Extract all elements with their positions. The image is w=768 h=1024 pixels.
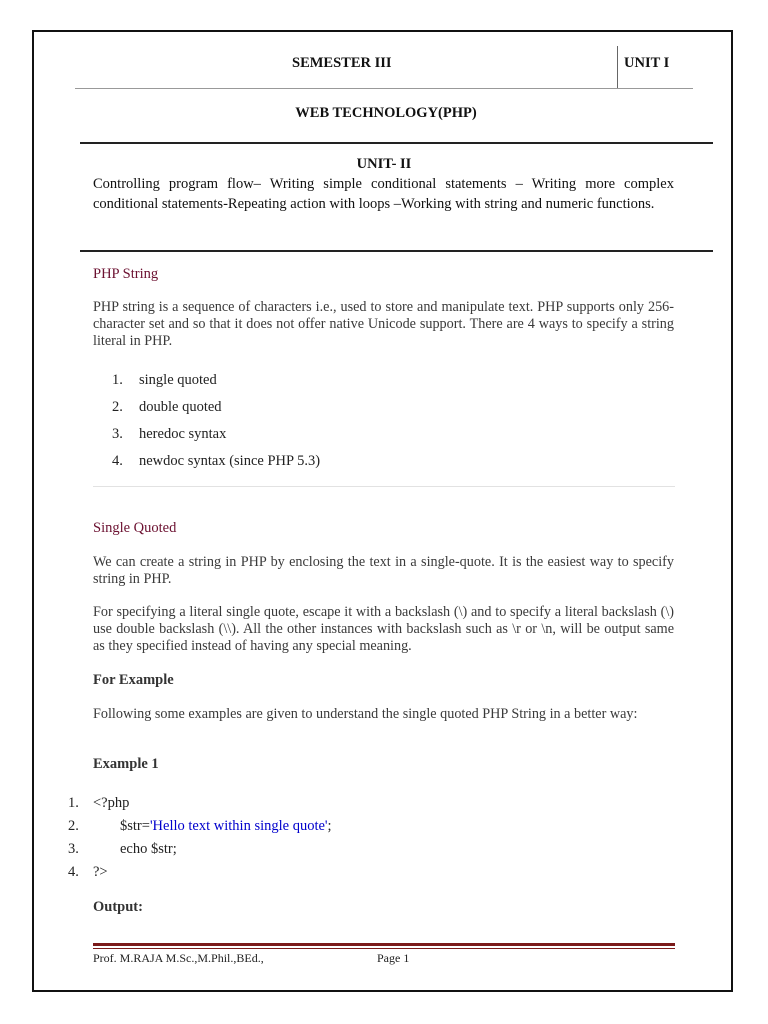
list-item-text: double quoted	[139, 399, 222, 415]
list-number: 1.	[112, 372, 123, 388]
code-line-number: 4.	[68, 864, 79, 880]
single-quoted-para3: Following some examples are given to understand the single quoted PHP String in a better way:	[93, 706, 638, 722]
code-line	[68, 818, 668, 841]
single-quoted-heading: Single Quoted	[93, 520, 177, 536]
list-item	[112, 453, 612, 480]
list-item-text: heredoc syntax	[139, 426, 227, 442]
php-string-intro: PHP string is a sequence of characters i.e., used to store and manipulate text. PHP supports only 256-character set and so that it does not offer native Unicode support. There are 4 ways to specify a string literal in PHP.	[93, 299, 674, 349]
footer-rule-thick	[93, 943, 675, 946]
footer-page-number: Page 1	[377, 951, 410, 965]
list-item-text: single quoted	[139, 372, 217, 388]
section-divider	[93, 486, 675, 487]
code-text: <?php	[93, 795, 130, 811]
php-string-heading: PHP String	[93, 266, 159, 282]
footer-rule-thin	[93, 948, 675, 949]
example-1-heading: Example 1	[93, 756, 159, 772]
syllabus-description: Controlling program flow– Writing simple conditional statements – Writing more complex conditional statements-Repeating action with loops –Working with string and numeric functions.	[93, 176, 674, 212]
code-line-number: 3.	[68, 841, 79, 857]
single-quoted-para1: We can create a string in PHP by enclosing the text in a single-quote. It is the easiest way to specify string in PHP.	[93, 554, 674, 587]
list-number: 3.	[112, 426, 123, 442]
list-number: 4.	[112, 453, 123, 469]
list-item-text: newdoc syntax (since PHP 5.3)	[139, 453, 321, 469]
code-text: echo $str;	[120, 841, 177, 857]
code-text: ;	[327, 818, 332, 834]
code-line	[68, 841, 668, 864]
code-line-number: 2.	[68, 818, 79, 834]
syllabus-bottom-rule	[80, 250, 713, 252]
list-item	[112, 399, 612, 426]
footer-author: Prof. M.RAJA M.Sc.,M.Phil.,BEd.,	[93, 951, 264, 965]
list-item	[112, 372, 612, 399]
code-text: ?>	[93, 864, 108, 880]
header-divider-vertical	[617, 46, 618, 88]
code-line	[68, 795, 668, 818]
list-number: 2.	[112, 399, 123, 415]
output-heading: Output:	[93, 899, 143, 915]
for-example-heading: For Example	[93, 672, 174, 688]
code-string-literal: 'Hello text within single quote'	[149, 818, 328, 834]
code-line	[68, 864, 668, 887]
code-text: $str=	[120, 818, 150, 834]
list-item	[112, 426, 612, 453]
code-listing	[68, 795, 668, 887]
unit-label: UNIT I	[624, 55, 670, 71]
subject-title: WEB TECHNOLOGY(PHP)	[295, 105, 477, 121]
header-rule	[75, 88, 693, 89]
semester-label: SEMESTER III	[292, 55, 392, 71]
string-ways-list	[112, 372, 612, 480]
syllabus-top-rule	[80, 142, 713, 144]
code-line-number: 1.	[68, 795, 79, 811]
unit-title: UNIT- II	[356, 156, 412, 172]
single-quoted-para2: For specifying a literal single quote, escape it with a backslash (\) and to specify a literal backslash (\) use double backslash (\\). All the other instances with backslash such as \r or \n, will be output same as they specified instead of having any special meaning.	[93, 604, 674, 654]
